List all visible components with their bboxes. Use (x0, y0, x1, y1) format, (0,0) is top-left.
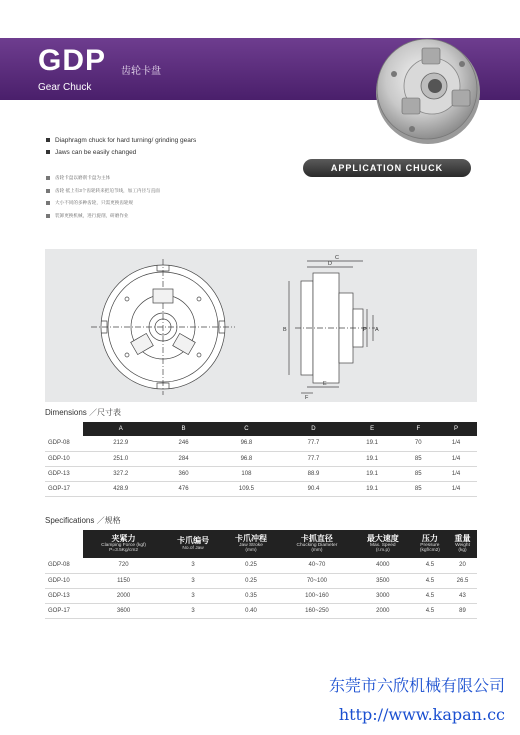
bullet-icon (46, 138, 50, 142)
table-cell: 246 (158, 436, 208, 451)
feature-item: Jaws can be easily changed (46, 146, 306, 158)
table-cell: 85 (401, 466, 435, 481)
dim-label-f: F (305, 395, 309, 401)
bullet-icon (46, 189, 50, 193)
table-row (45, 603, 477, 618)
model-cell: GOP-17 (45, 481, 83, 496)
dimensions-title: Dimensions ／尺寸表 (45, 408, 122, 417)
column-header: P (435, 422, 477, 436)
column-header: D (284, 422, 343, 436)
model-cell: GDP-13 (45, 588, 83, 603)
table-cell: 4.5 (412, 588, 448, 603)
company-url[interactable]: http://www.kapan.cc (338, 705, 505, 724)
feature-item-cn: 齿轮卡盘以磨削卡盘为主体 (46, 172, 306, 185)
table-row (45, 558, 477, 573)
table-cell: 3 (164, 558, 222, 573)
model-cell: GDP-10 (45, 451, 83, 466)
table-cell: 20 (448, 558, 477, 573)
table-cell: 0.25 (222, 573, 280, 588)
dimensions-table (45, 422, 477, 497)
technical-drawing-panel (45, 249, 477, 402)
page-title: GDP (38, 44, 107, 77)
table-cell: 327.2 (83, 466, 158, 481)
table-cell: 0.25 (222, 558, 280, 573)
table-cell: 19.1 (343, 451, 402, 466)
column-header: C (209, 422, 284, 436)
column-header: 压力 Pressure (kgf/cm2) (412, 530, 448, 558)
table-cell: 1/4 (435, 466, 477, 481)
table-header-row (45, 422, 477, 436)
feature-item: Diaphragm chuck for hard turning/ grinding gears (46, 134, 306, 146)
table-row (45, 466, 477, 481)
table-cell: 284 (158, 451, 208, 466)
bullet-icon (46, 214, 50, 218)
table-cell: 88.9 (284, 466, 343, 481)
model-cell: GDP-08 (45, 436, 83, 451)
table-cell: 77.7 (284, 451, 343, 466)
feature-item-cn: 齿轮 抵上有3个齿轮转来把迫节线，加工内径与直面 (46, 185, 306, 198)
feature-item-cn: 装卸更换机械，进行旋削，研磨作业 (46, 210, 306, 223)
specifications-table (45, 530, 477, 619)
page-subtitle: Gear Chuck (38, 82, 92, 93)
column-header: A (83, 422, 158, 436)
feature-list (46, 134, 306, 222)
table-row (45, 481, 477, 496)
table-cell: 77.7 (284, 436, 343, 451)
application-chuck-label: APPLICATION CHUCK (303, 159, 471, 177)
table-cell: 109.5 (209, 481, 284, 496)
table-cell: 1/4 (435, 436, 477, 451)
dim-label-a: A (375, 327, 379, 333)
table-cell: 108 (209, 466, 284, 481)
column-header: 最大速度 Max. Speed (r.m.p) (354, 530, 412, 558)
model-cell: GDP-10 (45, 573, 83, 588)
table-cell: 3000 (354, 588, 412, 603)
dim-label-c: C (335, 255, 339, 261)
model-cell: GDP-13 (45, 466, 83, 481)
table-cell: 85 (401, 481, 435, 496)
table-cell: 85 (401, 451, 435, 466)
company-name: 东莞市六欣机械有限公司 (328, 676, 505, 695)
table-cell: 720 (83, 558, 164, 573)
table-cell: 100~160 (280, 588, 354, 603)
table-cell: 0.40 (222, 603, 280, 618)
table-cell: 96.8 (209, 451, 284, 466)
table-cell: 40~70 (280, 558, 354, 573)
table-cell: 3 (164, 603, 222, 618)
model-cell: GDP-08 (45, 558, 83, 573)
table-corner (45, 530, 83, 558)
dim-label-e: E (323, 381, 327, 387)
table-row (45, 588, 477, 603)
table-cell: 4.5 (412, 603, 448, 618)
table-row (45, 436, 477, 451)
table-cell: 1/4 (435, 451, 477, 466)
bullet-icon (46, 150, 50, 154)
table-cell: 89 (448, 603, 477, 618)
technical-drawing (45, 249, 477, 402)
table-row (45, 451, 477, 466)
table-row (45, 573, 477, 588)
column-header: 卡爪冲程 Jaw Stroke (mm) (222, 530, 280, 558)
table-cell: 26.5 (448, 573, 477, 588)
product-photo (372, 34, 482, 146)
table-cell: 19.1 (343, 466, 402, 481)
table-cell: 428.9 (83, 481, 158, 496)
table-corner (45, 422, 83, 436)
table-cell: 212.9 (83, 436, 158, 451)
dim-label-d: D (328, 261, 332, 267)
column-header: E (343, 422, 402, 436)
table-cell: 160~250 (280, 603, 354, 618)
table-header-row (45, 530, 477, 558)
table-cell: 70 (401, 436, 435, 451)
table-cell: 4.5 (412, 573, 448, 588)
bullet-icon (46, 201, 50, 205)
column-header: F (401, 422, 435, 436)
table-cell: 2000 (354, 603, 412, 618)
table-cell: 2000 (83, 588, 164, 603)
column-header: B (158, 422, 208, 436)
table-cell: 1/4 (435, 481, 477, 496)
column-header: 重量 Weight (kg) (448, 530, 477, 558)
table-cell: 96.8 (209, 436, 284, 451)
table-cell: 3500 (354, 573, 412, 588)
table-cell: 476 (158, 481, 208, 496)
dim-label-p: P (363, 327, 367, 333)
column-header: 夹紧力 Clamping Force (kgf) P=3.5Kg/cm2 (83, 530, 164, 558)
table-cell: 19.1 (343, 436, 402, 451)
bullet-icon (46, 176, 50, 180)
specifications-title: Specifications ／规格 (45, 516, 121, 525)
feature-item-cn: 大小不同的多种齿轮，只需更换齿轮规 (46, 197, 306, 210)
table-cell: 70~100 (280, 573, 354, 588)
table-cell: 0.35 (222, 588, 280, 603)
table-cell: 1150 (83, 573, 164, 588)
column-header: 卡爪编号 No.of Jaw (164, 530, 222, 558)
table-cell: 3 (164, 588, 222, 603)
table-cell: 90.4 (284, 481, 343, 496)
table-cell: 4000 (354, 558, 412, 573)
table-cell: 43 (448, 588, 477, 603)
table-cell: 3 (164, 573, 222, 588)
table-cell: 3600 (83, 603, 164, 618)
page-title-cn: 齿轮卡盘 (121, 66, 161, 77)
table-cell: 19.1 (343, 481, 402, 496)
table-cell: 4.5 (412, 558, 448, 573)
table-cell: 360 (158, 466, 208, 481)
table-cell: 251.0 (83, 451, 158, 466)
model-cell: GOP-17 (45, 603, 83, 618)
dim-label-b: B (283, 327, 287, 333)
column-header: 卡抓直径 Chucking Diameter (mm) (280, 530, 354, 558)
